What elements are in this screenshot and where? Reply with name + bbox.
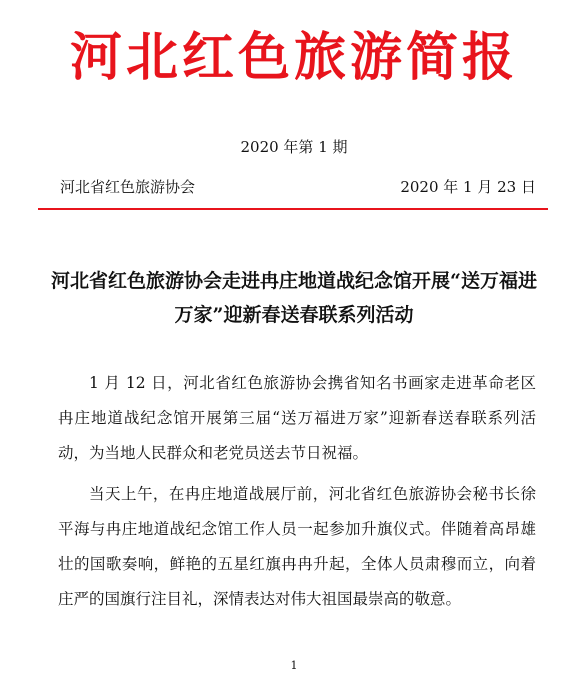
article-body	[58, 366, 536, 623]
publisher-name: 河北省红色旅游协会	[60, 178, 196, 196]
masthead-title: 河北红色旅游简报	[69, 27, 518, 88]
publish-date: 2020 年 1 月 23 日	[400, 178, 536, 196]
issue-number: 2020 年第 1 期	[240, 138, 348, 156]
article-headline: 河北省红色旅游协会走进冉庄地道战纪念馆开展“送万福进万家”迎新春送春联系列活动	[51, 270, 537, 326]
page-number: 1	[290, 659, 298, 672]
red-divider	[38, 208, 548, 210]
meta-row	[60, 176, 536, 198]
article-paragraph: 当天上午，在冉庄地道战展厅前，河北省红色旅游协会秘书长徐平海与冉庄地道战纪念馆工作人员一起参加升旗仪式。伴随着高昂雄壮的国歌奏响，鲜艳的五星红旗冉冉升起，全体人员肃穆而立，向着庄严的国旗行注目礼，深情表达对伟大祖国最崇高的敬意。	[58, 485, 536, 608]
article-paragraph: 1 月 12 日，河北省红色旅游协会携省知名书画家走进革命老区冉庄地道战纪念馆开展第三届“送万福进万家”迎新春送春联系列活动，为当地人民群众和老党员送去节日祝福。	[58, 374, 536, 462]
